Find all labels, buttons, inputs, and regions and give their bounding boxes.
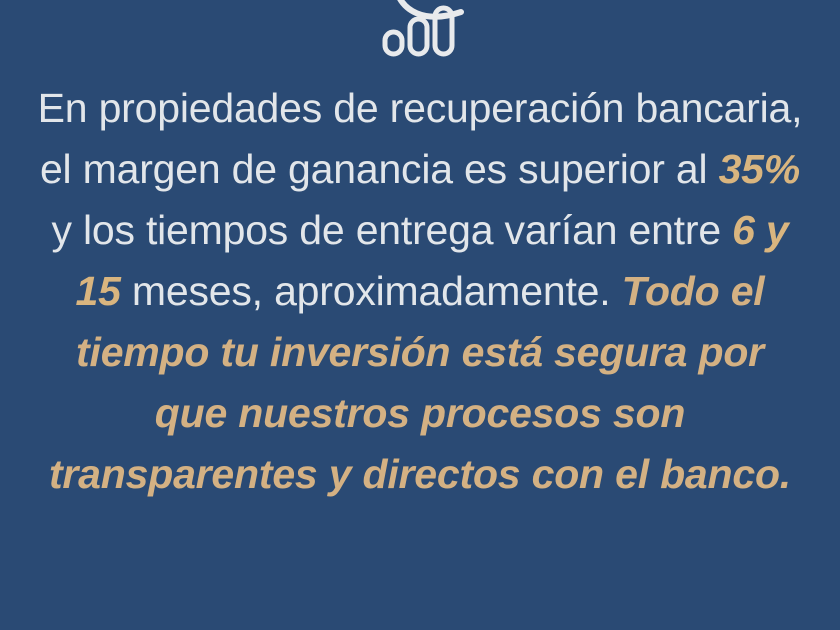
- statement-part-1: En propiedades de recuperación bancaria, el margen de ganancia es superior al: [37, 85, 803, 193]
- statement-highlight-percentage: 35%: [718, 146, 801, 193]
- bar-chart-swoosh-icon: [365, 0, 475, 72]
- statement-emphasis: Todo el tiempo tu inversión está segura por que nuestros procesos son transparentes y directos con el banco.: [48, 268, 792, 498]
- statement-part-3: meses, aproximadamente.: [120, 268, 622, 315]
- statement-text: [35, 78, 805, 506]
- statement-part-2: y los tiempos de entrega varían entre: [51, 207, 733, 254]
- statement-highlight-months: 6 y 15: [75, 207, 789, 315]
- logo-container: [0, 0, 840, 66]
